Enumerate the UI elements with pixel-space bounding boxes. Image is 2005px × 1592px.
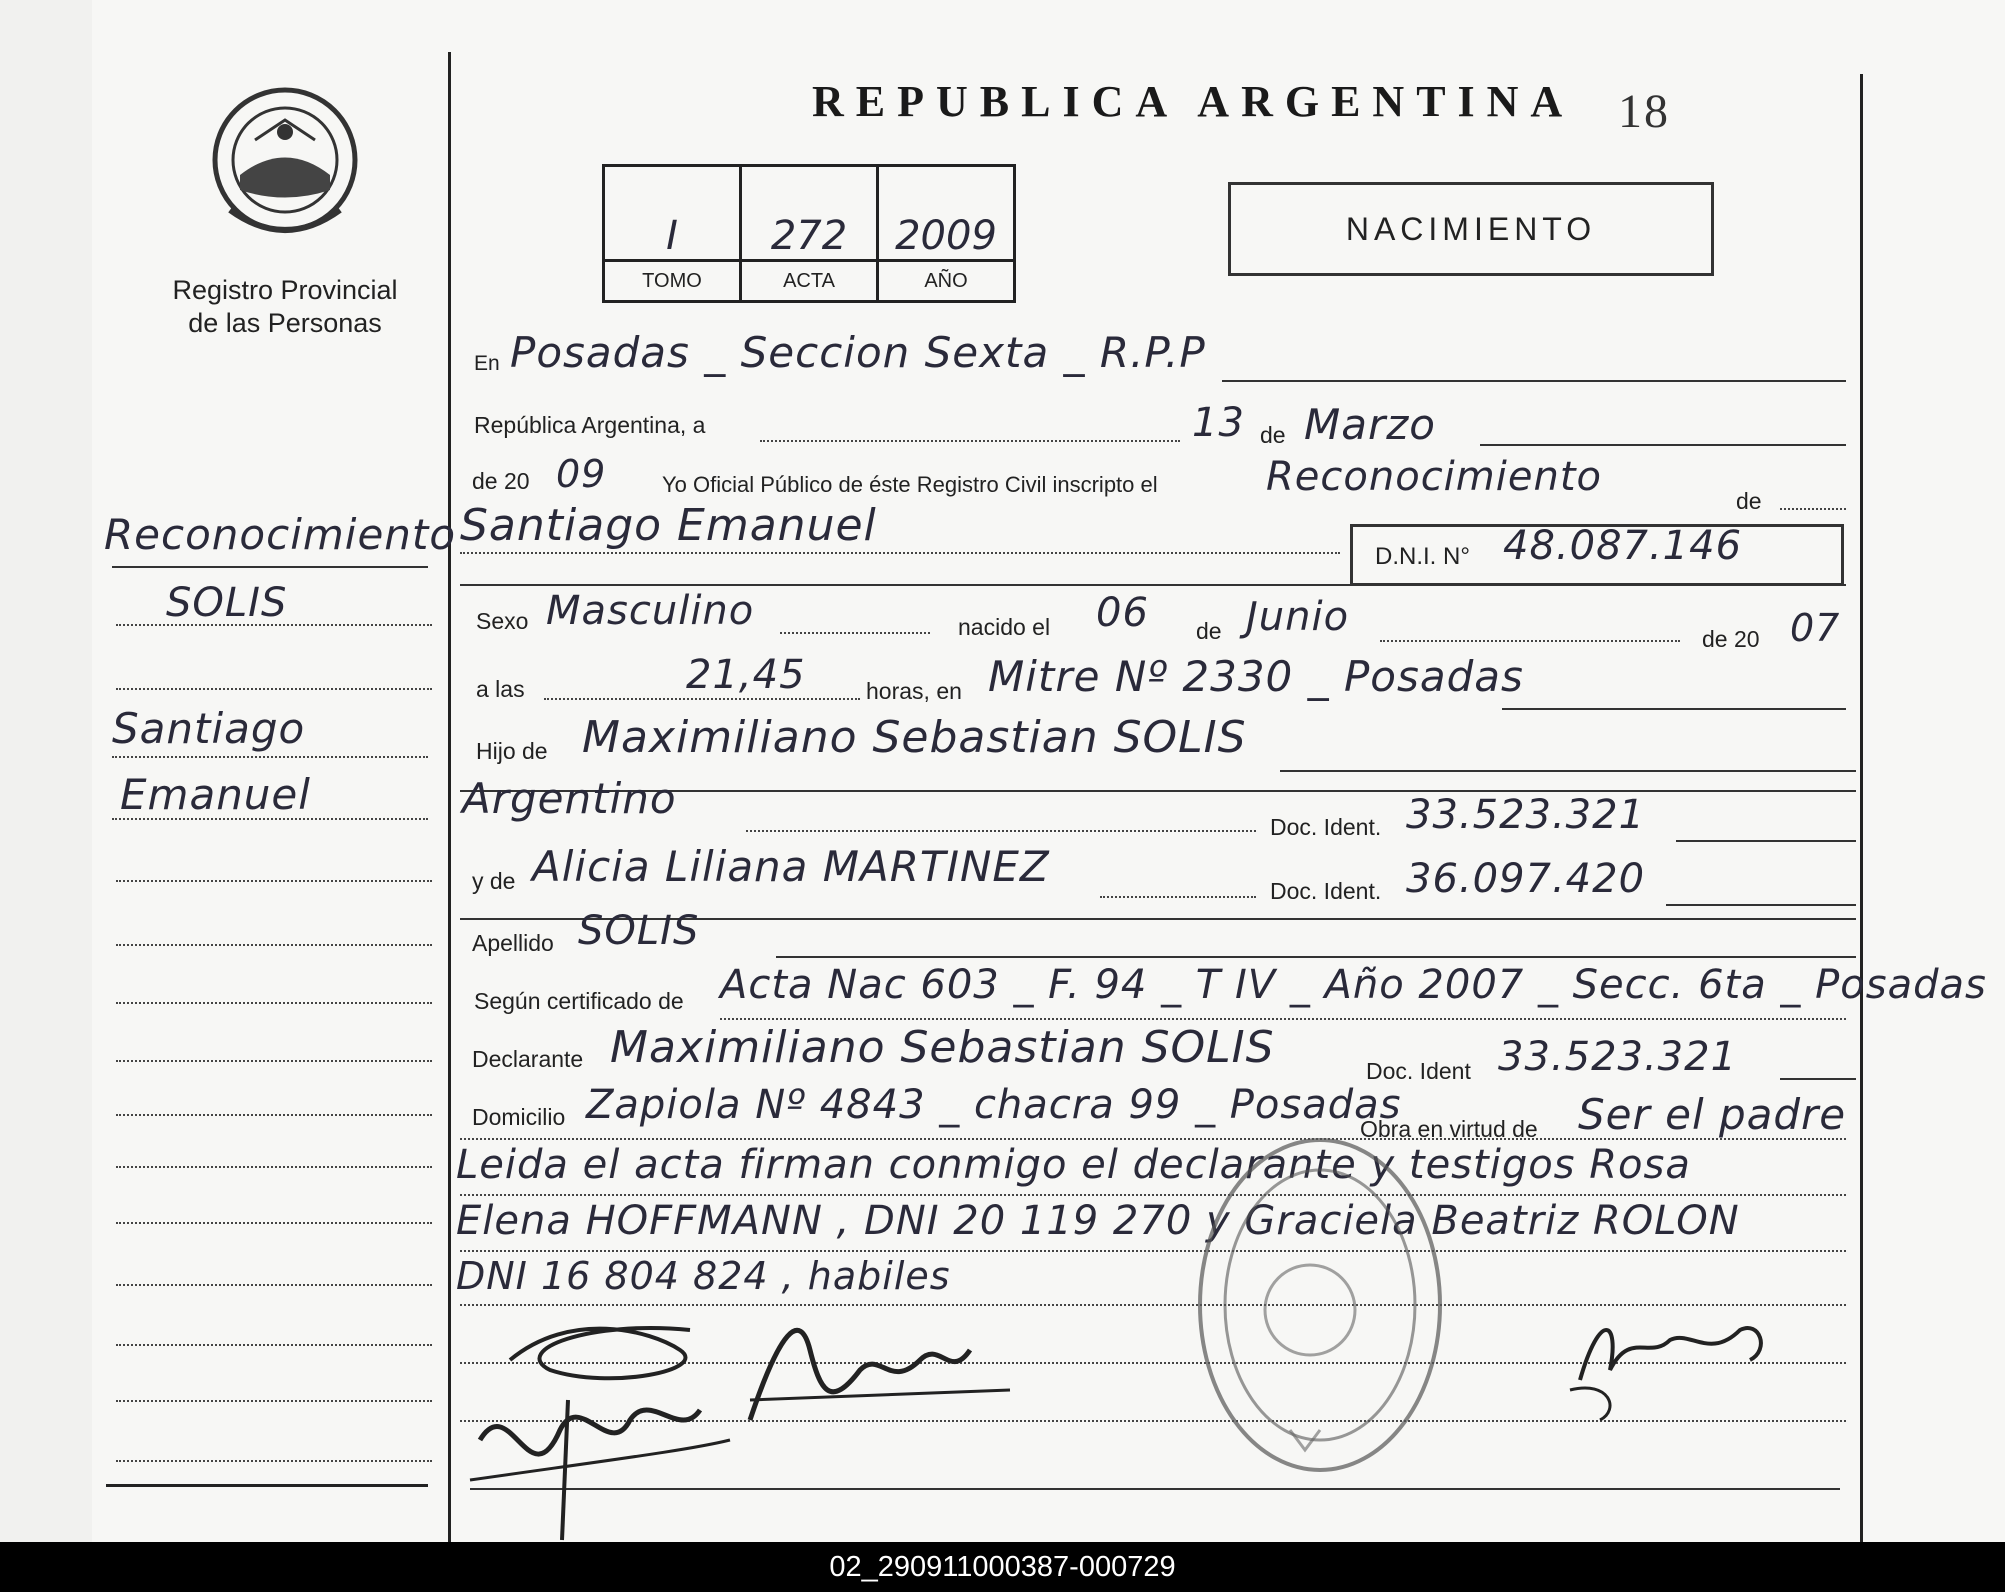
- address-value: Zapiola Nº 4843 _ chacra 99 _ Posadas: [586, 1082, 1402, 1128]
- margin-note-reconocimiento: Reconocimiento: [104, 510, 457, 559]
- text-line-2: Elena HOFFMANN , DNI 20 119 270 y Graciela Beatriz ROLON: [456, 1198, 1740, 1244]
- label-a-las: a las: [476, 676, 525, 702]
- label-hijo: Hijo de: [476, 738, 548, 764]
- declarant-value: Maximiliano Sebastian SOLIS: [610, 1022, 1275, 1073]
- dni-box: [1350, 524, 1844, 586]
- rule: [544, 698, 860, 700]
- rule: [112, 566, 428, 568]
- text-line-1: Leida el acta firman conmigo el declarante y testigos Rosa: [456, 1142, 1691, 1188]
- rule: [460, 1138, 1846, 1140]
- rule: [760, 440, 1180, 442]
- label-dni: D.N.I. N°: [1375, 543, 1470, 570]
- margin-note-first-name: Santiago: [112, 704, 306, 753]
- month-value: Marzo: [1304, 400, 1436, 449]
- label-domicilio: Domicilio: [472, 1104, 566, 1130]
- rule: [116, 1002, 432, 1004]
- rule: [460, 584, 1846, 586]
- rule: [116, 624, 432, 626]
- rule: [116, 944, 432, 946]
- rule: [116, 880, 432, 882]
- label-segun: Según certificado de: [474, 988, 684, 1014]
- acta-value: 272: [741, 166, 878, 261]
- registry-name: [150, 274, 420, 340]
- rule: [112, 756, 428, 758]
- dni-value: 48.087.146: [1503, 523, 1743, 569]
- hour-value: 21,45: [686, 652, 806, 698]
- label-sexo: Sexo: [476, 608, 529, 634]
- rule: [106, 1484, 428, 1487]
- rule: [776, 956, 1856, 958]
- tomo-label: TOMO: [604, 261, 741, 302]
- surname-value: SOLIS: [578, 908, 700, 954]
- text-line-3: DNI 16 804 824 , habiles: [456, 1254, 951, 1298]
- label-de-birth: de: [1196, 618, 1222, 644]
- rule: [116, 1460, 432, 1462]
- rule: [116, 1400, 432, 1402]
- mother-doc-value: 36.097.420: [1406, 856, 1646, 902]
- father-doc-value: 33.523.321: [1406, 792, 1646, 838]
- rule: [1380, 640, 1680, 642]
- year-short-value: 09: [556, 452, 607, 496]
- rule: [460, 1194, 1846, 1196]
- rule: [1100, 896, 1256, 898]
- label-republica: República Argentina, a: [474, 412, 706, 438]
- image-caption-bar: [0, 1542, 2005, 1592]
- father-value: Maximiliano Sebastian SOLIS: [582, 712, 1247, 763]
- label-oficial: Yo Oficial Público de éste Registro Civil inscripto el: [662, 472, 1158, 497]
- label-obra: Obra en virtud de: [1360, 1116, 1538, 1142]
- label-doc-mother: Doc. Ident.: [1270, 878, 1382, 904]
- ano-value: 2009: [878, 166, 1015, 261]
- rule: [460, 552, 1340, 554]
- rule: [1280, 770, 1856, 772]
- declarant-doc-value: 33.523.321: [1498, 1034, 1738, 1080]
- image-code: 02_290911000387-000729: [829, 1551, 1176, 1583]
- tomo-value: I: [604, 166, 741, 261]
- rule: [116, 1284, 432, 1286]
- official-stamp-icon: [1190, 1130, 1450, 1480]
- label-declarante: Declarante: [472, 1046, 584, 1072]
- rule: [780, 632, 930, 634]
- signature-witness-1-icon: [480, 1410, 700, 1454]
- certificate-value: Acta Nac 603 _ F. 94 _ T IV _ Año 2007 _ Secc. 6ta _ Posadas: [720, 962, 1987, 1008]
- label-de-after: de: [1736, 488, 1762, 514]
- father-nationality-value: Argentino: [462, 774, 677, 823]
- rule: [1666, 904, 1856, 906]
- birth-place-value: Mitre Nº 2330 _ Posadas: [988, 652, 1524, 701]
- signatures: [450, 1290, 1870, 1542]
- rule: [720, 1018, 1846, 1020]
- child-name-value: Santiago Emanuel: [460, 500, 877, 551]
- birth-month-value: Junio: [1246, 594, 1350, 640]
- signature-official-icon: [1580, 1328, 1761, 1380]
- sex-value: Masculino: [546, 588, 755, 634]
- province-seal-icon: [210, 80, 360, 240]
- rule: [116, 1222, 432, 1224]
- rule: [116, 1166, 432, 1168]
- rule: [1502, 708, 1846, 710]
- margin-note-second-name: Emanuel: [120, 770, 311, 819]
- birth-year-value: 07: [1790, 606, 1841, 650]
- mother-value: Alicia Liliana MARTINEZ: [532, 842, 1050, 891]
- page-number: 18: [1618, 85, 1670, 138]
- rule: [1222, 380, 1846, 382]
- label-apellido: Apellido: [472, 930, 554, 956]
- rule: [116, 1060, 432, 1062]
- registry-line-1: Registro Provincial: [172, 275, 398, 305]
- rule: [1676, 840, 1856, 842]
- acta-label: ACTA: [741, 261, 878, 302]
- birth-day-value: 06: [1096, 590, 1149, 636]
- label-de-20: de 20: [472, 468, 530, 494]
- rule: [746, 830, 1256, 832]
- document-title: REPUBLICA ARGENTINA: [812, 77, 1575, 126]
- label-de-month: de: [1260, 422, 1286, 448]
- signature-declarant-icon: [510, 1328, 690, 1378]
- label-en: En: [474, 352, 500, 375]
- label-y-de: y de: [472, 868, 516, 894]
- rule: [460, 1250, 1846, 1252]
- label-horas: horas, en: [866, 678, 962, 704]
- reason-value: Ser el padre: [1578, 1090, 1847, 1139]
- margin-note-surname: SOLIS: [166, 580, 288, 626]
- rule: [112, 818, 428, 820]
- record-identifier-table: [602, 164, 1016, 303]
- rule: [1480, 444, 1846, 446]
- inscripto-value: Reconocimiento: [1266, 454, 1602, 500]
- label-de-20-birth: de 20: [1702, 626, 1760, 652]
- rule: [116, 1344, 432, 1346]
- rule: [116, 1114, 432, 1116]
- place-value: Posadas _ Seccion Sexta _ R.P.P: [510, 328, 1206, 377]
- rule: [116, 688, 432, 690]
- day-value: 13: [1192, 400, 1245, 446]
- rule: [1780, 1078, 1856, 1080]
- rule: [1780, 508, 1846, 510]
- registry-line-2: de las Personas: [188, 308, 382, 338]
- ano-label: AÑO: [878, 261, 1015, 302]
- certificate-type-box: NACIMIENTO: [1228, 182, 1714, 276]
- label-doc-father: Doc. Ident.: [1270, 814, 1382, 840]
- label-nacido: nacido el: [958, 614, 1051, 640]
- signature-witness-2-icon: [750, 1330, 970, 1420]
- label-doc-declarant: Doc. Ident: [1366, 1058, 1471, 1084]
